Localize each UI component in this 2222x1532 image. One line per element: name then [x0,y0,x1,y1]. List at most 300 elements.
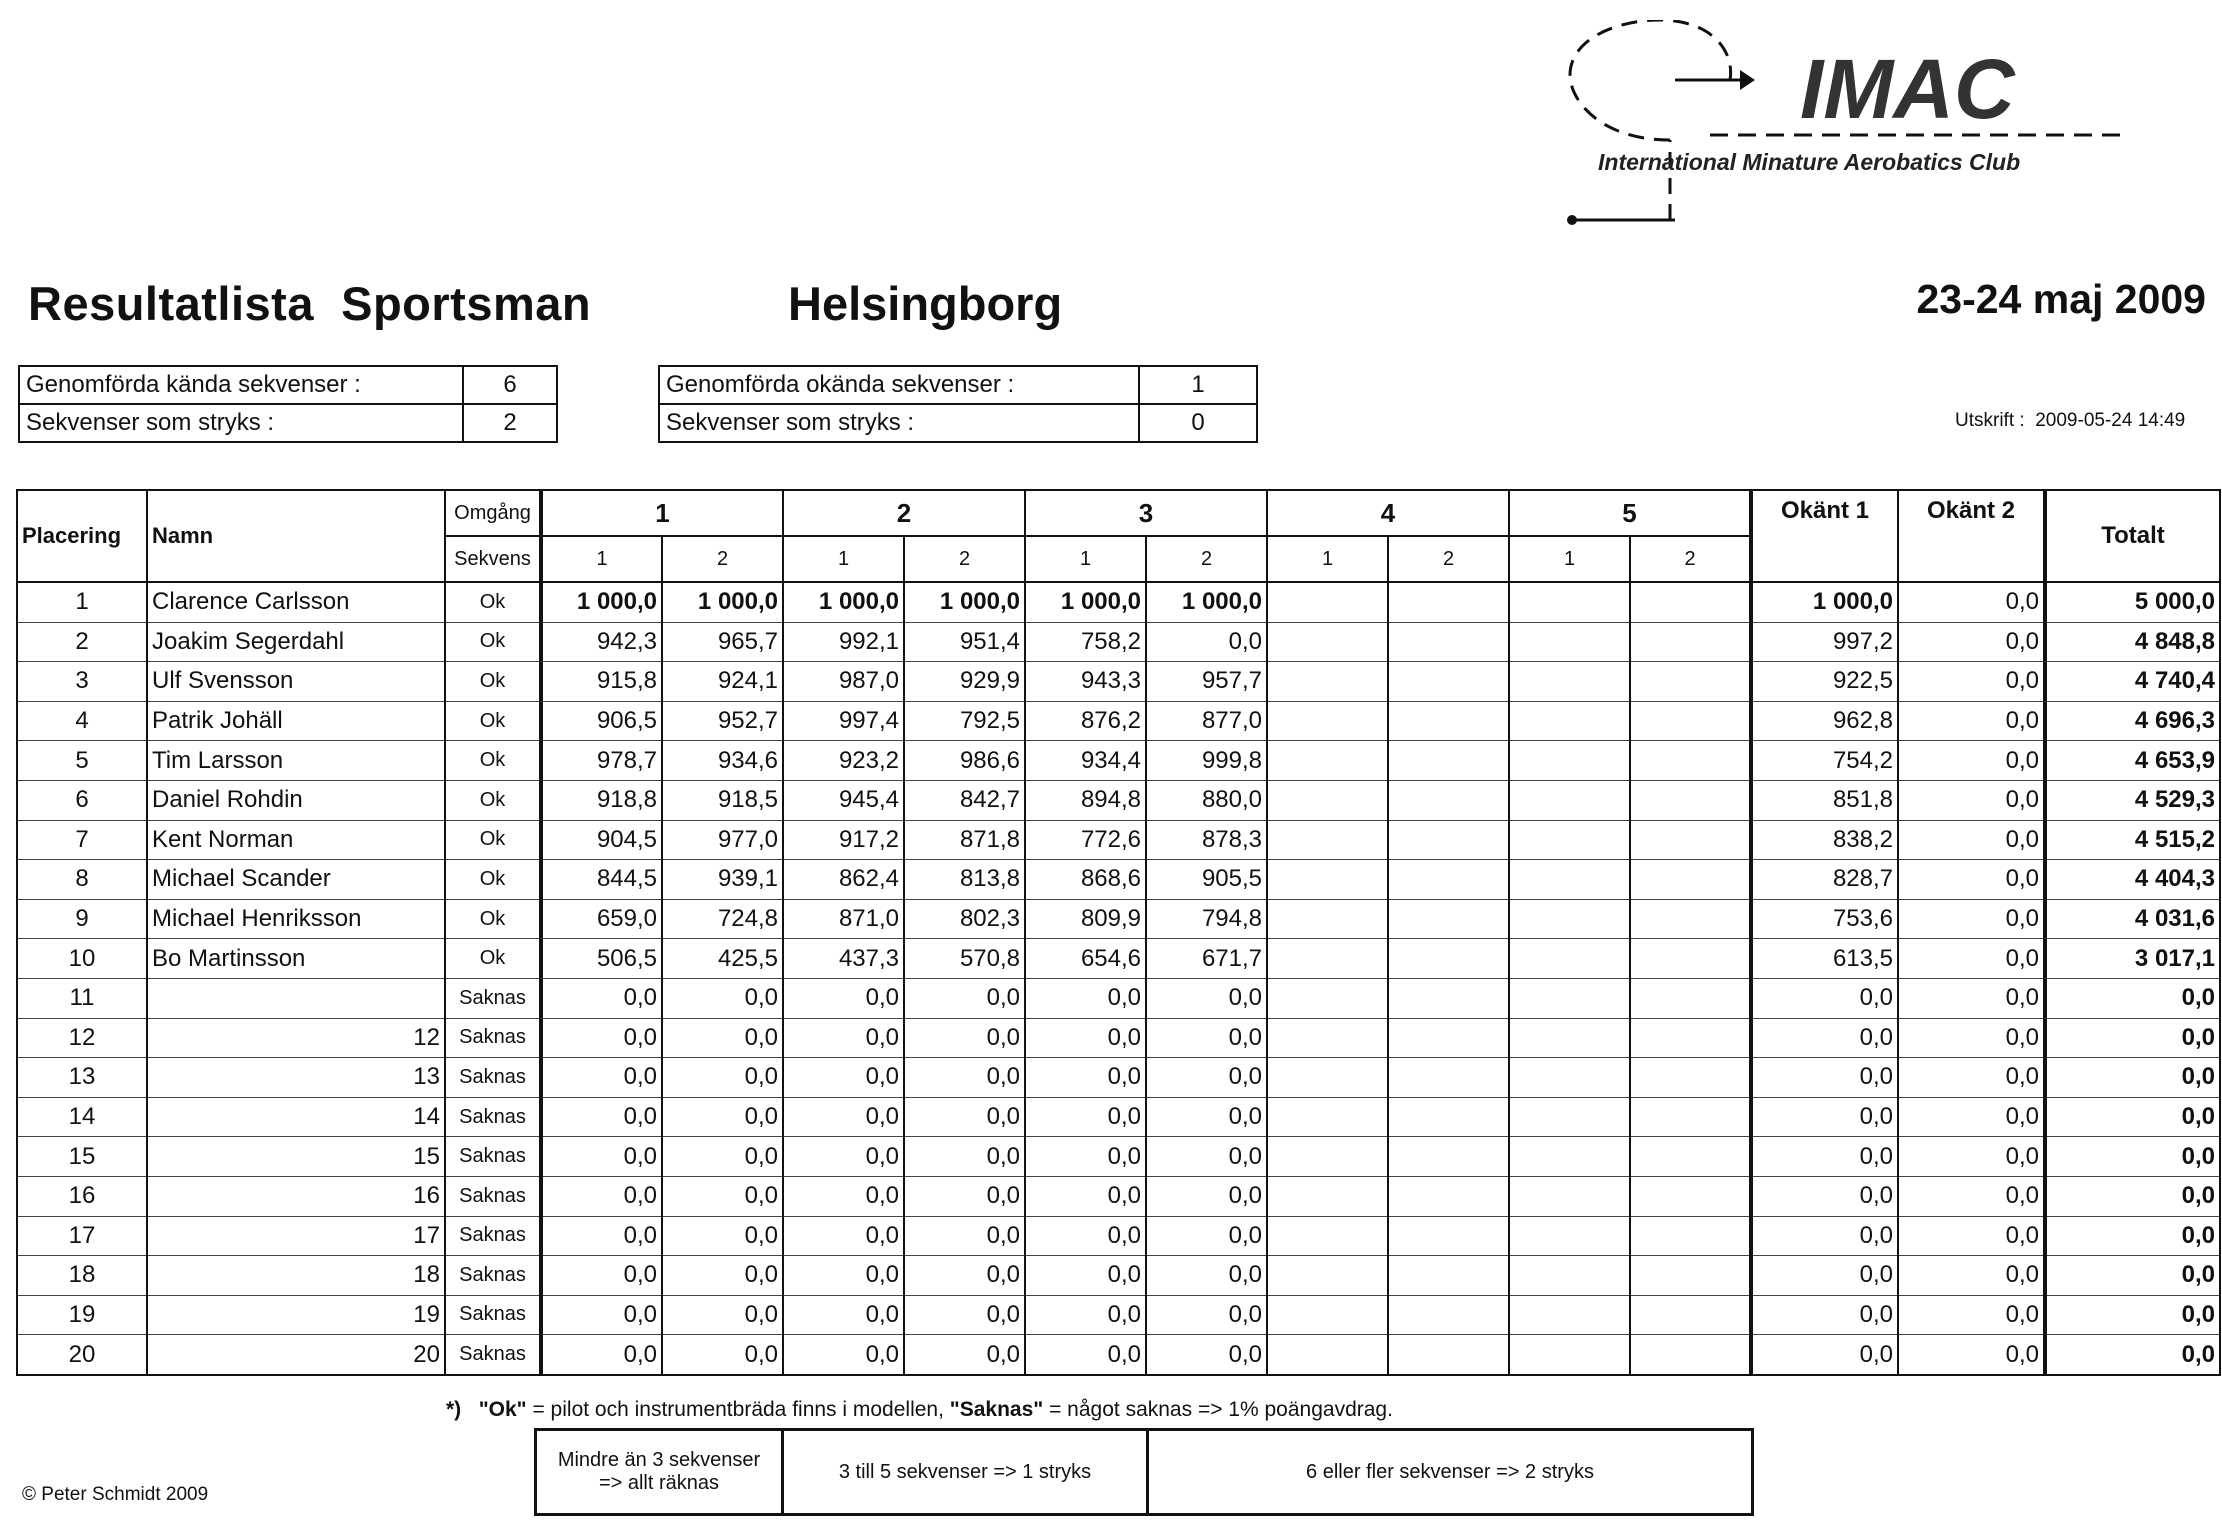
header-round-2: 2 [783,490,1025,536]
cell-placering: 5 [17,741,147,781]
cell-okant-1: 0,0 [1751,1018,1898,1058]
unknown-struck-value: 0 [1139,404,1257,442]
cell-namn: Tim Larsson [147,741,445,781]
cell-okant-2: 0,0 [1898,622,2045,662]
cell-empty [1509,622,1630,662]
cell-empty [1509,1018,1630,1058]
cell-empty [1630,1137,1751,1177]
imac-logo [1560,20,2130,280]
cell-placering: 14 [17,1097,147,1137]
cell-totalt: 0,0 [2045,1018,2220,1058]
cell-empty [1509,1335,1630,1375]
cell-namn: Ulf Svensson [147,662,445,702]
cell-namn: 14 [147,1097,445,1137]
cell-empty [1509,939,1630,979]
cell-score: 0,0 [904,978,1025,1018]
cell-status: Ok [445,899,541,939]
cell-empty [1630,978,1751,1018]
cell-score: 0,0 [1146,1058,1267,1098]
header-seq: 1 [783,536,904,582]
cell-score: 0,0 [904,1058,1025,1098]
cell-status: Ok [445,582,541,622]
cell-status: Saknas [445,1256,541,1296]
cell-score: 842,7 [904,780,1025,820]
cell-empty [1630,1295,1751,1335]
cell-namn: Kent Norman [147,820,445,860]
table-row [17,1137,2220,1177]
cell-score: 0,0 [1146,1295,1267,1335]
cell-score: 0,0 [1146,622,1267,662]
cell-score: 0,0 [1025,1176,1146,1216]
cell-empty [1267,1018,1388,1058]
cell-namn: Bo Martinsson [147,939,445,979]
cell-empty [1267,1295,1388,1335]
cell-namn: Joakim Segerdahl [147,622,445,662]
cell-score: 0,0 [662,1176,783,1216]
cell-score: 0,0 [662,1335,783,1375]
header-seq: 2 [1630,536,1751,582]
header-totalt: Totalt [2045,490,2220,582]
cell-empty [1388,860,1509,900]
cell-score: 894,8 [1025,780,1146,820]
cell-score: 0,0 [541,1256,662,1296]
header-seq: 2 [662,536,783,582]
cell-score: 0,0 [783,1097,904,1137]
cell-score: 1 000,0 [1146,582,1267,622]
cell-placering: 3 [17,662,147,702]
cell-score: 0,0 [1146,1216,1267,1256]
cell-status: Ok [445,701,541,741]
cell-okant-1: 0,0 [1751,978,1898,1018]
table-row [17,860,2220,900]
copyright: © Peter Schmidt 2009 [22,1484,209,1505]
cell-status: Saknas [445,1335,541,1375]
cell-score: 924,1 [662,662,783,702]
cell-empty [1630,780,1751,820]
cell-empty [1267,1335,1388,1375]
cell-score: 957,7 [1146,662,1267,702]
cell-score: 878,3 [1146,820,1267,860]
header-okant-2: Okänt 2 [1898,490,2045,582]
cell-placering: 19 [17,1295,147,1335]
cell-okant-2: 0,0 [1898,1137,2045,1177]
cell-score: 0,0 [1146,1018,1267,1058]
cell-score: 0,0 [541,978,662,1018]
cell-namn: 17 [147,1216,445,1256]
cell-placering: 20 [17,1335,147,1375]
cell-empty [1267,1137,1388,1177]
cell-empty [1267,780,1388,820]
cell-totalt: 4 848,8 [2045,622,2220,662]
cell-okant-2: 0,0 [1898,1335,2045,1375]
cell-placering: 4 [17,701,147,741]
cell-status: Ok [445,741,541,781]
cell-empty [1509,701,1630,741]
cell-totalt: 0,0 [2045,1137,2220,1177]
cell-score: 654,6 [1025,939,1146,979]
cell-okant-1: 0,0 [1751,1256,1898,1296]
cell-empty [1630,1176,1751,1216]
cell-okant-2: 0,0 [1898,741,2045,781]
known-struck-label: Sekvenser som stryks : [19,404,463,442]
cell-score: 0,0 [783,1295,904,1335]
cell-okant-1: 838,2 [1751,820,1898,860]
header-round-4: 4 [1267,490,1509,536]
cell-empty [1267,741,1388,781]
cell-okant-2: 0,0 [1898,662,2045,702]
cell-namn: 12 [147,1018,445,1058]
cell-namn: 19 [147,1295,445,1335]
cell-placering: 13 [17,1058,147,1098]
cell-empty [1267,701,1388,741]
header-seq: 1 [1025,536,1146,582]
cell-okant-2: 0,0 [1898,1058,2045,1098]
cell-status: Saknas [445,1295,541,1335]
cell-namn: Clarence Carlsson [147,582,445,622]
cell-score: 772,6 [1025,820,1146,860]
cell-okant-1: 922,5 [1751,662,1898,702]
header-omgang: Omgång [445,490,541,536]
cell-empty [1388,1256,1509,1296]
cell-score: 0,0 [1146,1176,1267,1216]
cell-placering: 1 [17,582,147,622]
cell-totalt: 0,0 [2045,1176,2220,1216]
cell-score: 0,0 [1025,1335,1146,1375]
header-seq: 2 [1146,536,1267,582]
cell-empty [1267,820,1388,860]
cell-score: 868,6 [1025,860,1146,900]
known-struck-value: 2 [463,404,557,442]
table-row [17,582,2220,622]
cell-score: 0,0 [1146,1256,1267,1296]
cell-status: Saknas [445,1018,541,1058]
cell-score: 0,0 [541,1058,662,1098]
cell-score: 506,5 [541,939,662,979]
table-row [17,662,2220,702]
table-row [17,780,2220,820]
cell-totalt: 0,0 [2045,1097,2220,1137]
cell-empty [1509,899,1630,939]
cell-placering: 7 [17,820,147,860]
cell-okant-2: 0,0 [1898,1176,2045,1216]
table-row [17,741,2220,781]
cell-empty [1630,741,1751,781]
cell-okant-2: 0,0 [1898,701,2045,741]
cell-namn: Daniel Rohdin [147,780,445,820]
cell-score: 0,0 [662,1295,783,1335]
table-row [17,1058,2220,1098]
cell-score: 915,8 [541,662,662,702]
cell-okant-2: 0,0 [1898,1018,2045,1058]
cell-placering: 11 [17,978,147,1018]
cell-score: 0,0 [783,1335,904,1375]
cell-placering: 18 [17,1256,147,1296]
cell-empty [1630,662,1751,702]
table-row [17,622,2220,662]
cell-empty [1388,939,1509,979]
cell-totalt: 4 740,4 [2045,662,2220,702]
cell-score: 0,0 [662,1058,783,1098]
table-row [17,1176,2220,1216]
cell-empty [1388,1216,1509,1256]
table-row [17,978,2220,1018]
unknown-done-label: Genomförda okända sekvenser : [659,366,1139,404]
cell-totalt: 0,0 [2045,1256,2220,1296]
cell-empty [1267,1058,1388,1098]
header-round-5: 5 [1509,490,1751,536]
cell-empty [1630,939,1751,979]
cell-score: 0,0 [541,1137,662,1177]
location: Helsingborg [788,277,1063,330]
cell-score: 0,0 [904,1097,1025,1137]
cell-okant-2: 0,0 [1898,582,2045,622]
header-seq: 1 [1267,536,1388,582]
logo-subtitle: International Minature Aerobatics Club [1598,149,2021,175]
cell-score: 570,8 [904,939,1025,979]
cell-empty [1388,1097,1509,1137]
cell-score: 0,0 [904,1137,1025,1177]
cell-empty [1388,741,1509,781]
cell-totalt: 0,0 [2045,1058,2220,1098]
cell-empty [1267,899,1388,939]
header-sekvens: Sekvens [445,536,541,582]
cell-okant-2: 0,0 [1898,939,2045,979]
known-done-value: 6 [463,366,557,404]
cell-score: 0,0 [662,1097,783,1137]
cell-score: 942,3 [541,622,662,662]
cell-empty [1630,1058,1751,1098]
cell-score: 0,0 [783,1216,904,1256]
cell-score: 0,0 [541,1295,662,1335]
cell-namn: 15 [147,1137,445,1177]
cell-score: 0,0 [662,1018,783,1058]
cell-score: 0,0 [1146,978,1267,1018]
table-row [17,1216,2220,1256]
cell-status: Ok [445,939,541,979]
cell-score: 965,7 [662,622,783,662]
cell-empty [1388,820,1509,860]
cell-score: 659,0 [541,899,662,939]
cell-empty [1630,1097,1751,1137]
cell-score: 0,0 [783,1137,904,1177]
cell-empty [1267,662,1388,702]
cell-totalt: 0,0 [2045,1295,2220,1335]
cell-empty [1388,978,1509,1018]
cell-empty [1630,820,1751,860]
cell-empty [1388,899,1509,939]
cell-score: 871,8 [904,820,1025,860]
cell-score: 0,0 [1025,1018,1146,1058]
cell-score: 0,0 [1146,1097,1267,1137]
cell-empty [1630,582,1751,622]
cell-empty [1267,622,1388,662]
cell-okant-1: 1 000,0 [1751,582,1898,622]
table-row [17,820,2220,860]
cell-score: 943,3 [1025,662,1146,702]
cell-score: 0,0 [904,1176,1025,1216]
cell-totalt: 4 031,6 [2045,899,2220,939]
cell-totalt: 4 653,9 [2045,741,2220,781]
cell-score: 904,5 [541,820,662,860]
cell-score: 997,4 [783,701,904,741]
cell-empty [1509,1295,1630,1335]
cell-okant-1: 0,0 [1751,1058,1898,1098]
cell-status: Saknas [445,978,541,1018]
cell-score: 0,0 [541,1335,662,1375]
legend-rule-3: 6 eller fler sekvenser => 2 stryks [1148,1430,1753,1515]
cell-score: 809,9 [1025,899,1146,939]
cell-status: Saknas [445,1137,541,1177]
cell-status: Ok [445,662,541,702]
header-seq: 1 [541,536,662,582]
cell-okant-2: 0,0 [1898,1216,2045,1256]
header-namn: Namn [147,490,445,582]
cell-namn: 16 [147,1176,445,1216]
logo-wordmark: IMAC [1800,42,2015,136]
cell-okant-1: 753,6 [1751,899,1898,939]
cell-score: 671,7 [1146,939,1267,979]
cell-empty [1388,780,1509,820]
cell-namn: 20 [147,1335,445,1375]
cell-score: 880,0 [1146,780,1267,820]
cell-status: Saknas [445,1058,541,1098]
cell-placering: 12 [17,1018,147,1058]
cell-totalt: 4 696,3 [2045,701,2220,741]
cell-score: 0,0 [904,1256,1025,1296]
cell-placering: 6 [17,780,147,820]
cell-empty [1509,1097,1630,1137]
cell-score: 877,0 [1146,701,1267,741]
cell-score: 0,0 [1025,1058,1146,1098]
cell-score: 0,0 [1025,1295,1146,1335]
cell-namn [147,978,445,1018]
cell-empty [1388,1176,1509,1216]
cell-score: 0,0 [662,1256,783,1296]
cell-empty [1388,1295,1509,1335]
table-row [17,1335,2220,1375]
header-seq: 2 [1388,536,1509,582]
cell-score: 871,0 [783,899,904,939]
cell-empty [1630,1335,1751,1375]
cell-status: Ok [445,622,541,662]
cell-score: 844,5 [541,860,662,900]
cell-score: 813,8 [904,860,1025,900]
cell-empty [1509,820,1630,860]
cell-totalt: 0,0 [2045,1216,2220,1256]
cell-score: 1 000,0 [783,582,904,622]
footnote: *) "Ok" = pilot och instrumentbräda finns i modellen, "Saknas" = något saknas => 1% poängavdrag. [446,1398,1393,1421]
cell-placering: 16 [17,1176,147,1216]
cell-score: 1 000,0 [1025,582,1146,622]
unknown-struck-label: Sekvenser som stryks : [659,404,1139,442]
cell-score: 0,0 [1146,1335,1267,1375]
cell-okant-2: 0,0 [1898,1097,2045,1137]
cell-empty [1267,1097,1388,1137]
cell-empty [1630,701,1751,741]
cell-empty [1388,1018,1509,1058]
cell-score: 862,4 [783,860,904,900]
cell-empty [1509,1256,1630,1296]
cell-empty [1388,622,1509,662]
cell-status: Saknas [445,1176,541,1216]
print-timestamp: Utskrift : 2009-05-24 14:49 [1955,410,2186,431]
cell-score: 918,8 [541,780,662,820]
cell-score: 0,0 [904,1216,1025,1256]
cell-score: 929,9 [904,662,1025,702]
cell-score: 945,4 [783,780,904,820]
table-row [17,939,2220,979]
cell-empty [1388,662,1509,702]
cell-score: 792,5 [904,701,1025,741]
cell-okant-2: 0,0 [1898,780,2045,820]
cell-placering: 15 [17,1137,147,1177]
cell-score: 0,0 [1025,1137,1146,1177]
cell-status: Ok [445,860,541,900]
cell-score: 999,8 [1146,741,1267,781]
cell-empty [1388,1137,1509,1177]
cell-empty [1267,1256,1388,1296]
cell-totalt: 4 529,3 [2045,780,2220,820]
cell-placering: 10 [17,939,147,979]
cell-status: Ok [445,820,541,860]
cell-totalt: 0,0 [2045,978,2220,1018]
header-okant-1: Okänt 1 [1751,490,1898,582]
cell-score: 437,3 [783,939,904,979]
cell-score: 992,1 [783,622,904,662]
cell-score: 0,0 [904,1018,1025,1058]
event-date: 23-24 maj 2009 [1916,276,2206,322]
cell-empty [1509,582,1630,622]
cell-score: 934,6 [662,741,783,781]
cell-empty [1630,1216,1751,1256]
header-seq: 2 [904,536,1025,582]
cell-okant-2: 0,0 [1898,1295,2045,1335]
cell-empty [1630,860,1751,900]
cell-namn: 18 [147,1256,445,1296]
cell-score: 0,0 [783,1058,904,1098]
cell-score: 876,2 [1025,701,1146,741]
cell-score: 917,2 [783,820,904,860]
cell-empty [1509,1058,1630,1098]
cell-score: 905,5 [1146,860,1267,900]
cell-okant-1: 0,0 [1751,1097,1898,1137]
cell-totalt: 3 017,1 [2045,939,2220,979]
cell-totalt: 0,0 [2045,1335,2220,1375]
cell-score: 923,2 [783,741,904,781]
cell-score: 0,0 [783,1176,904,1216]
cell-score: 0,0 [662,978,783,1018]
cell-okant-1: 0,0 [1751,1216,1898,1256]
cell-score: 918,5 [662,780,783,820]
cell-placering: 2 [17,622,147,662]
cell-placering: 8 [17,860,147,900]
cell-score: 0,0 [662,1216,783,1256]
cell-okant-1: 0,0 [1751,1137,1898,1177]
cell-score: 758,2 [1025,622,1146,662]
table-row [17,1295,2220,1335]
cell-score: 0,0 [1146,1137,1267,1177]
cell-namn: Patrik Johäll [147,701,445,741]
cell-totalt: 4 404,3 [2045,860,2220,900]
legend-rule-2: 3 till 5 sekvenser => 1 stryks [783,1430,1148,1515]
cell-okant-2: 0,0 [1898,860,2045,900]
cell-score: 987,0 [783,662,904,702]
cell-score: 0,0 [904,1335,1025,1375]
cell-empty [1267,860,1388,900]
cell-score: 939,1 [662,860,783,900]
cell-okant-2: 0,0 [1898,1256,2045,1296]
header-round-1: 1 [541,490,783,536]
